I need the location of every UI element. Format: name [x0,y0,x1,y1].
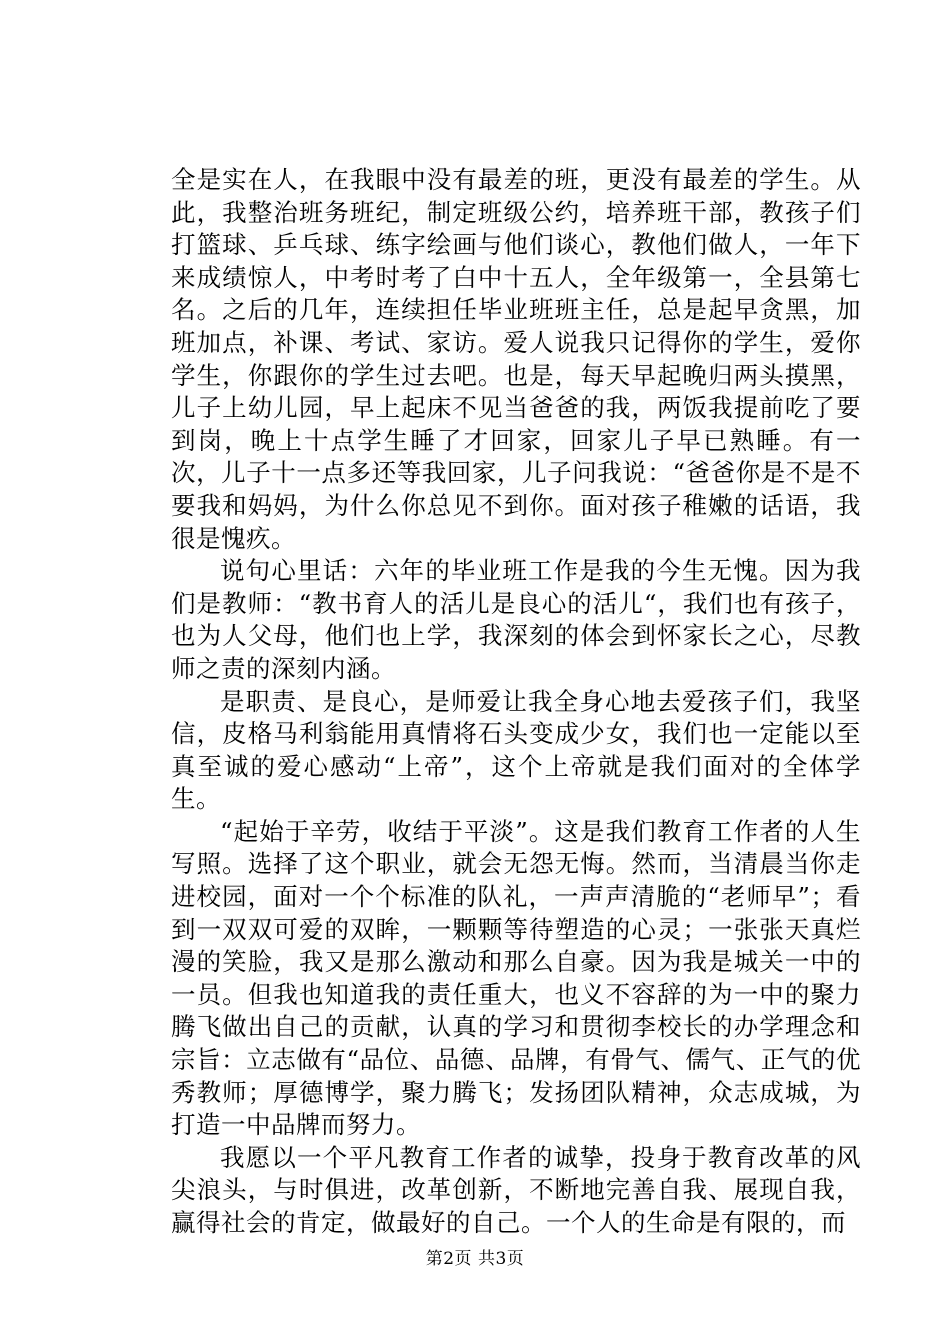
page-number-footer: 第2页 共3页 [425,1249,525,1269]
paragraph-1: 全是实在人，在我眼中没有最差的班，更没有最差的学生。从此，我整治班务班纪，制定班级公约，培养班干部，教孩子们打篮球、乒乓球、练字绘画与他们谈心，教他们做人，一年下来成绩惊人，中考时考了白中十五人，全年级第一，全县第七名。之后的几年，连续担任毕业班班主任，总是起早贪黑，加班加点，补课、考试、家访。爱人说我只记得你的学生，爱你学生，你跟你的学生过去吧。也是，每天早起晚归两头摸黑，儿子上幼儿园，早上起床不见当爸爸的我，两饭我提前吃了要到岗，晚上十点学生睡了才回家，回家儿子早已熟睡。有一次，儿子十一点多还等我回家，儿子问我说：“爸爸你是不是不要我和妈妈，为什么你总见不到你。面对孩子稚嫩的话语，我很是愧疚。 [171,165,861,553]
paragraph-2: 说句心里话：六年的毕业班工作是我的今生无愧。因为我们是教师：“教书育人的活儿是良心的活儿“，我们也有孩子，也为人父母，他们也上学，我深刻的体会到怀家长之心，尽教师之责的深刻内涵。 [171,556,861,683]
paragraph-5: 我愿以一个平凡教育工作者的诚挚，投身于教育改革的风尖浪头，与时俱进，改革创新，不断地完善自我、展现自我，赢得社会的肯定，做最好的自己。一个人的生命是有限的，而 [171,1142,861,1237]
body-text [171,164,861,1240]
paragraph-3: 是职责、是良心，是师爱让我全身心地去爱孩子们，我坚信，皮格马利翁能用真情将石头变成少女，我们也一定能以至真至诚的爱心感动“上帝”，这个上帝就是我们面对的全体学生。 [171,686,861,814]
paragraph-4: “起始于辛劳，收结于平淡”。这是我们教育工作者的人生写照。选择了这个职业，就会无怨无悔。然而，当清晨当你走进校园，面对一个个标准的队礼，一声声清脆的“老师早”；看到一双双可爱的双眸，一颗颗等待塑造的心灵；一张张天真烂漫的笑脸，我又是那么激动和那么自豪。因为我是城关一中的一员。但我也知道我的责任重大，也义不容辞的为一中的聚力腾飞做出自己的贡献，认真的学习和贯彻李校长的办学理念和宗旨：立志做有“品位、品德、品牌，有骨气、儒气、正气的优秀教师；厚德博学，聚力腾飞；发扬团队精神，众志成城，为打造一中品牌而努力。 [171,816,861,1140]
